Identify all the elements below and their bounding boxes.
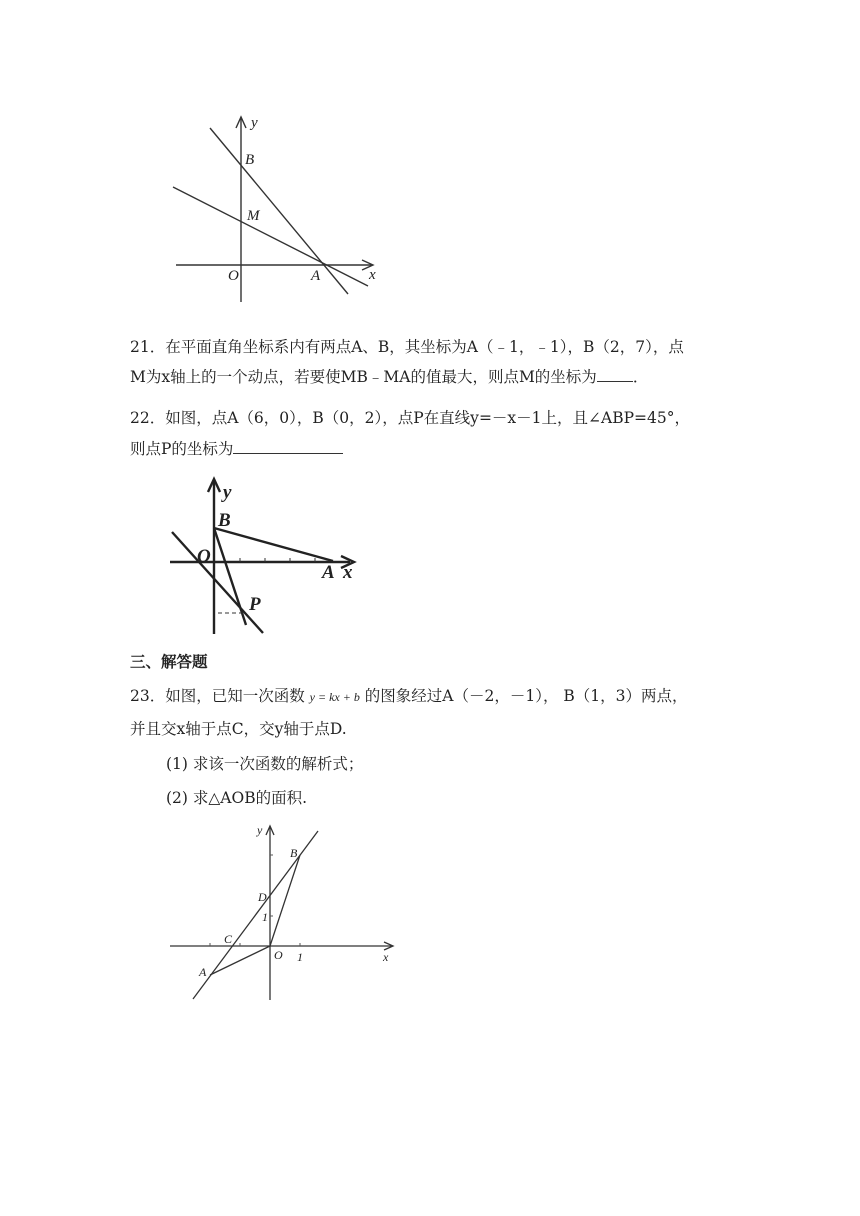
label-b: B [245, 152, 255, 168]
label-x: x [383, 950, 389, 964]
q23-line-1 [130, 685, 688, 708]
q23-line-2: 并且交x轴于点C，交y轴于点D. [130, 720, 347, 738]
q21-line-2-text: M为x轴上的一个动点，若要使MB﹣MA的值最大，则点M的坐标为 [130, 368, 597, 386]
label-1-x: 1 [297, 950, 303, 964]
q22-answer-blank[interactable] [233, 439, 343, 454]
section-heading: 三、解答题 [130, 652, 208, 671]
q23-part-2: (2) 求△AOB的面积. [166, 789, 308, 807]
q22-line-2-text: 则点P的坐标为 [130, 440, 234, 458]
label-o: O [228, 268, 239, 284]
figure-1-svg [0, 0, 860, 330]
q21-line-1: 21．在平面直角坐标系内有两点A、B，其坐标为A（﹣1，﹣1），B（2，7），点 [130, 338, 684, 356]
label-a: A [199, 965, 207, 979]
figure-3 [0, 815, 860, 1005]
label-b: B [290, 846, 298, 860]
label-x: x [369, 267, 376, 283]
q23-line-1-start: 23．如图，已知一次函数 [130, 687, 305, 705]
label-y: y [223, 482, 232, 503]
figure-2-svg [0, 470, 860, 650]
q23-formula: y = kx + b [309, 690, 360, 704]
label-y: y [257, 823, 263, 837]
q23-line-1-end: 的图象经过A（－2，－1）， B（1，3）两点， [364, 687, 688, 705]
segment-ao [210, 946, 270, 975]
segment-ob [270, 855, 300, 946]
label-o: O [197, 546, 211, 567]
label-c: C [224, 932, 233, 946]
line-y-eq-neg-x-minus-1 [172, 532, 263, 633]
label-x: x [343, 562, 353, 583]
q22-line-1: 22．如图，点A（6，0），B（0，2），点P在直线y=－x－1上，且∠ABP=45°， [130, 409, 690, 427]
label-d: D [258, 890, 267, 904]
label-b: B [218, 510, 231, 531]
q22-line-2 [130, 438, 343, 460]
q21-line-2-end: ． [632, 368, 649, 386]
label-o: O [274, 948, 283, 962]
q23-part-1: (1) 求该一次函数的解析式； [166, 755, 364, 773]
label-a: A [322, 562, 335, 583]
figure-2 [0, 470, 860, 650]
segment-ba [214, 528, 333, 561]
label-y: y [251, 115, 258, 131]
figure-3-svg [0, 815, 860, 1005]
q21-answer-blank[interactable] [597, 367, 633, 382]
label-p: P [249, 594, 261, 615]
figure-1 [0, 0, 860, 330]
label-m: M [247, 208, 260, 224]
q21-line-2 [130, 366, 648, 388]
label-a: A [311, 268, 321, 284]
label-1-y: 1 [262, 910, 268, 924]
